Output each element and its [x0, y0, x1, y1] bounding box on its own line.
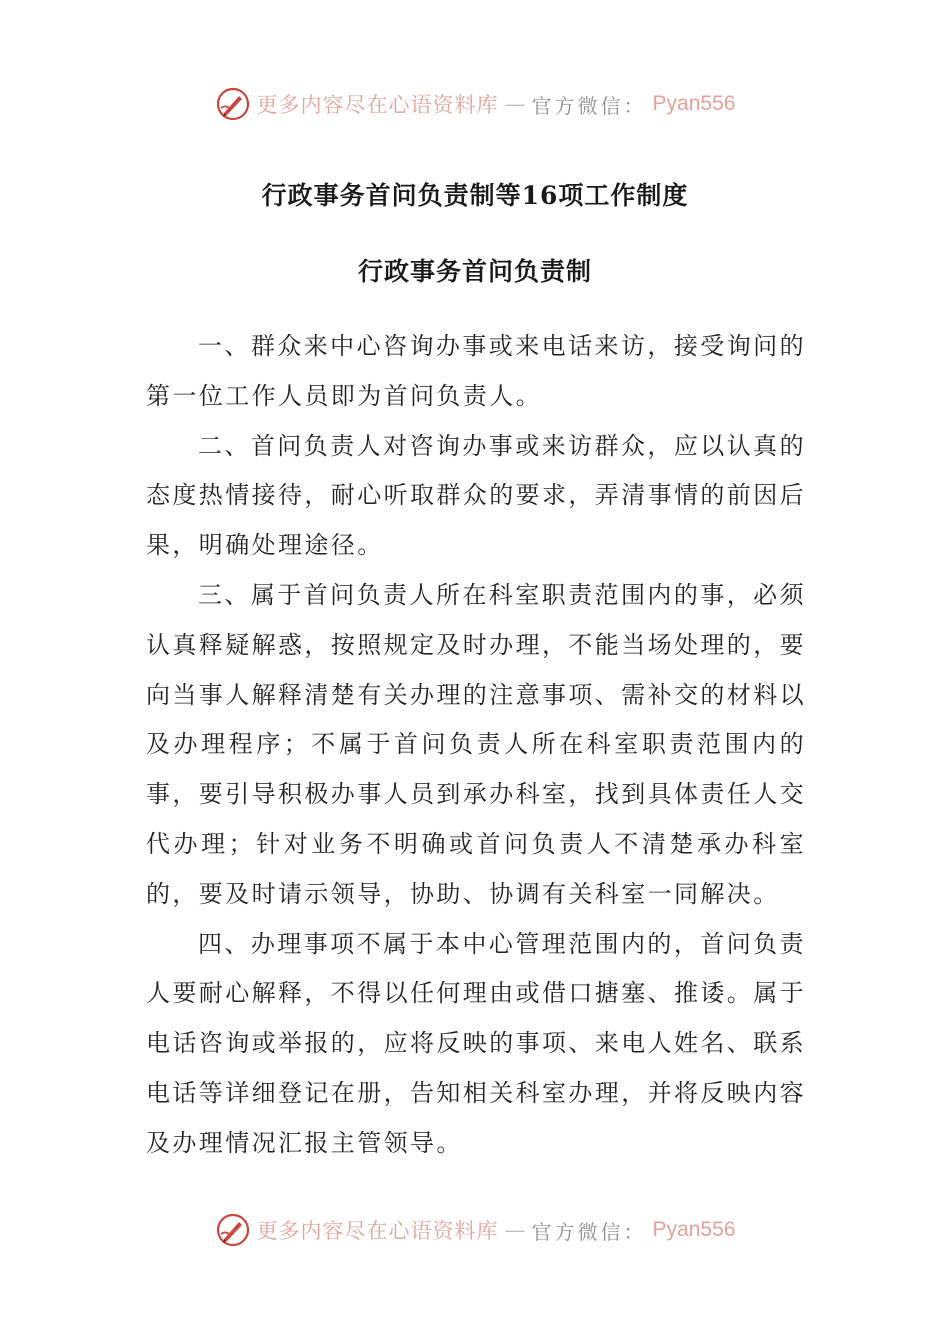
- pen-logo-icon: [215, 1212, 251, 1248]
- footer-watermark: [0, 1210, 950, 1250]
- watermark-wechat-id: Pyan556: [652, 92, 736, 115]
- watermark-wechat-label: 官方微信：: [531, 1219, 647, 1244]
- section-title: 行政事务首问负责制: [357, 257, 592, 286]
- paragraph-1: 一、群众来中心咨询办事或来电话来访，接受询问的第一位工作人员即为首问负责人。: [146, 332, 806, 410]
- watermark-brand-text: 更多内容尽在心语资料库: [256, 1219, 499, 1243]
- pen-logo-icon: [215, 86, 251, 122]
- watermark-wechat-id: Pyan556: [652, 1218, 736, 1241]
- watermark-dash: —: [504, 1218, 526, 1242]
- header-watermark: [0, 84, 950, 124]
- paragraph-2: 二、首问负责人对咨询办事或来访群众，应以认真的态度热情接待，耐心听取群众的要求，弄清事情的前因后果，明确处理途径。: [146, 431, 806, 560]
- watermark-brand-text: 更多内容尽在心语资料库: [256, 93, 499, 117]
- paragraph-3: 三、属于首问负责人所在科室职责范围内的事，必须认真释疑解惑，按照规定及时办理，不能当场处理的，要向当事人解释清楚有关办理的注意事项、需补交的材料以及办理程序；不属于首问负责人所在科室职责范围内的事，要引导积极办事人员到承办科室，找到具体责任人交代办理；针对业务不明确或首问负责人不清楚承办科室的，要及时请示领导，协助、协调有关科室一同解决。: [146, 580, 806, 908]
- watermark-wechat-label: 官方微信：: [531, 93, 647, 118]
- watermark-dash: —: [504, 92, 526, 116]
- document-title: 行政事务首问负责制等16项工作制度: [261, 181, 689, 210]
- paragraph-4: 四、办理事项不属于本中心管理范围内的，首问负责人要耐心解释，不得以任何理由或借口搪塞、推诿。属于电话咨询或举报的，应将反映的事项、来电人姓名、联系电话等详细登记在册，告知相关科室办理，并将反映内容及办理情况汇报主管领导。: [146, 929, 806, 1157]
- document-body: [146, 322, 806, 1169]
